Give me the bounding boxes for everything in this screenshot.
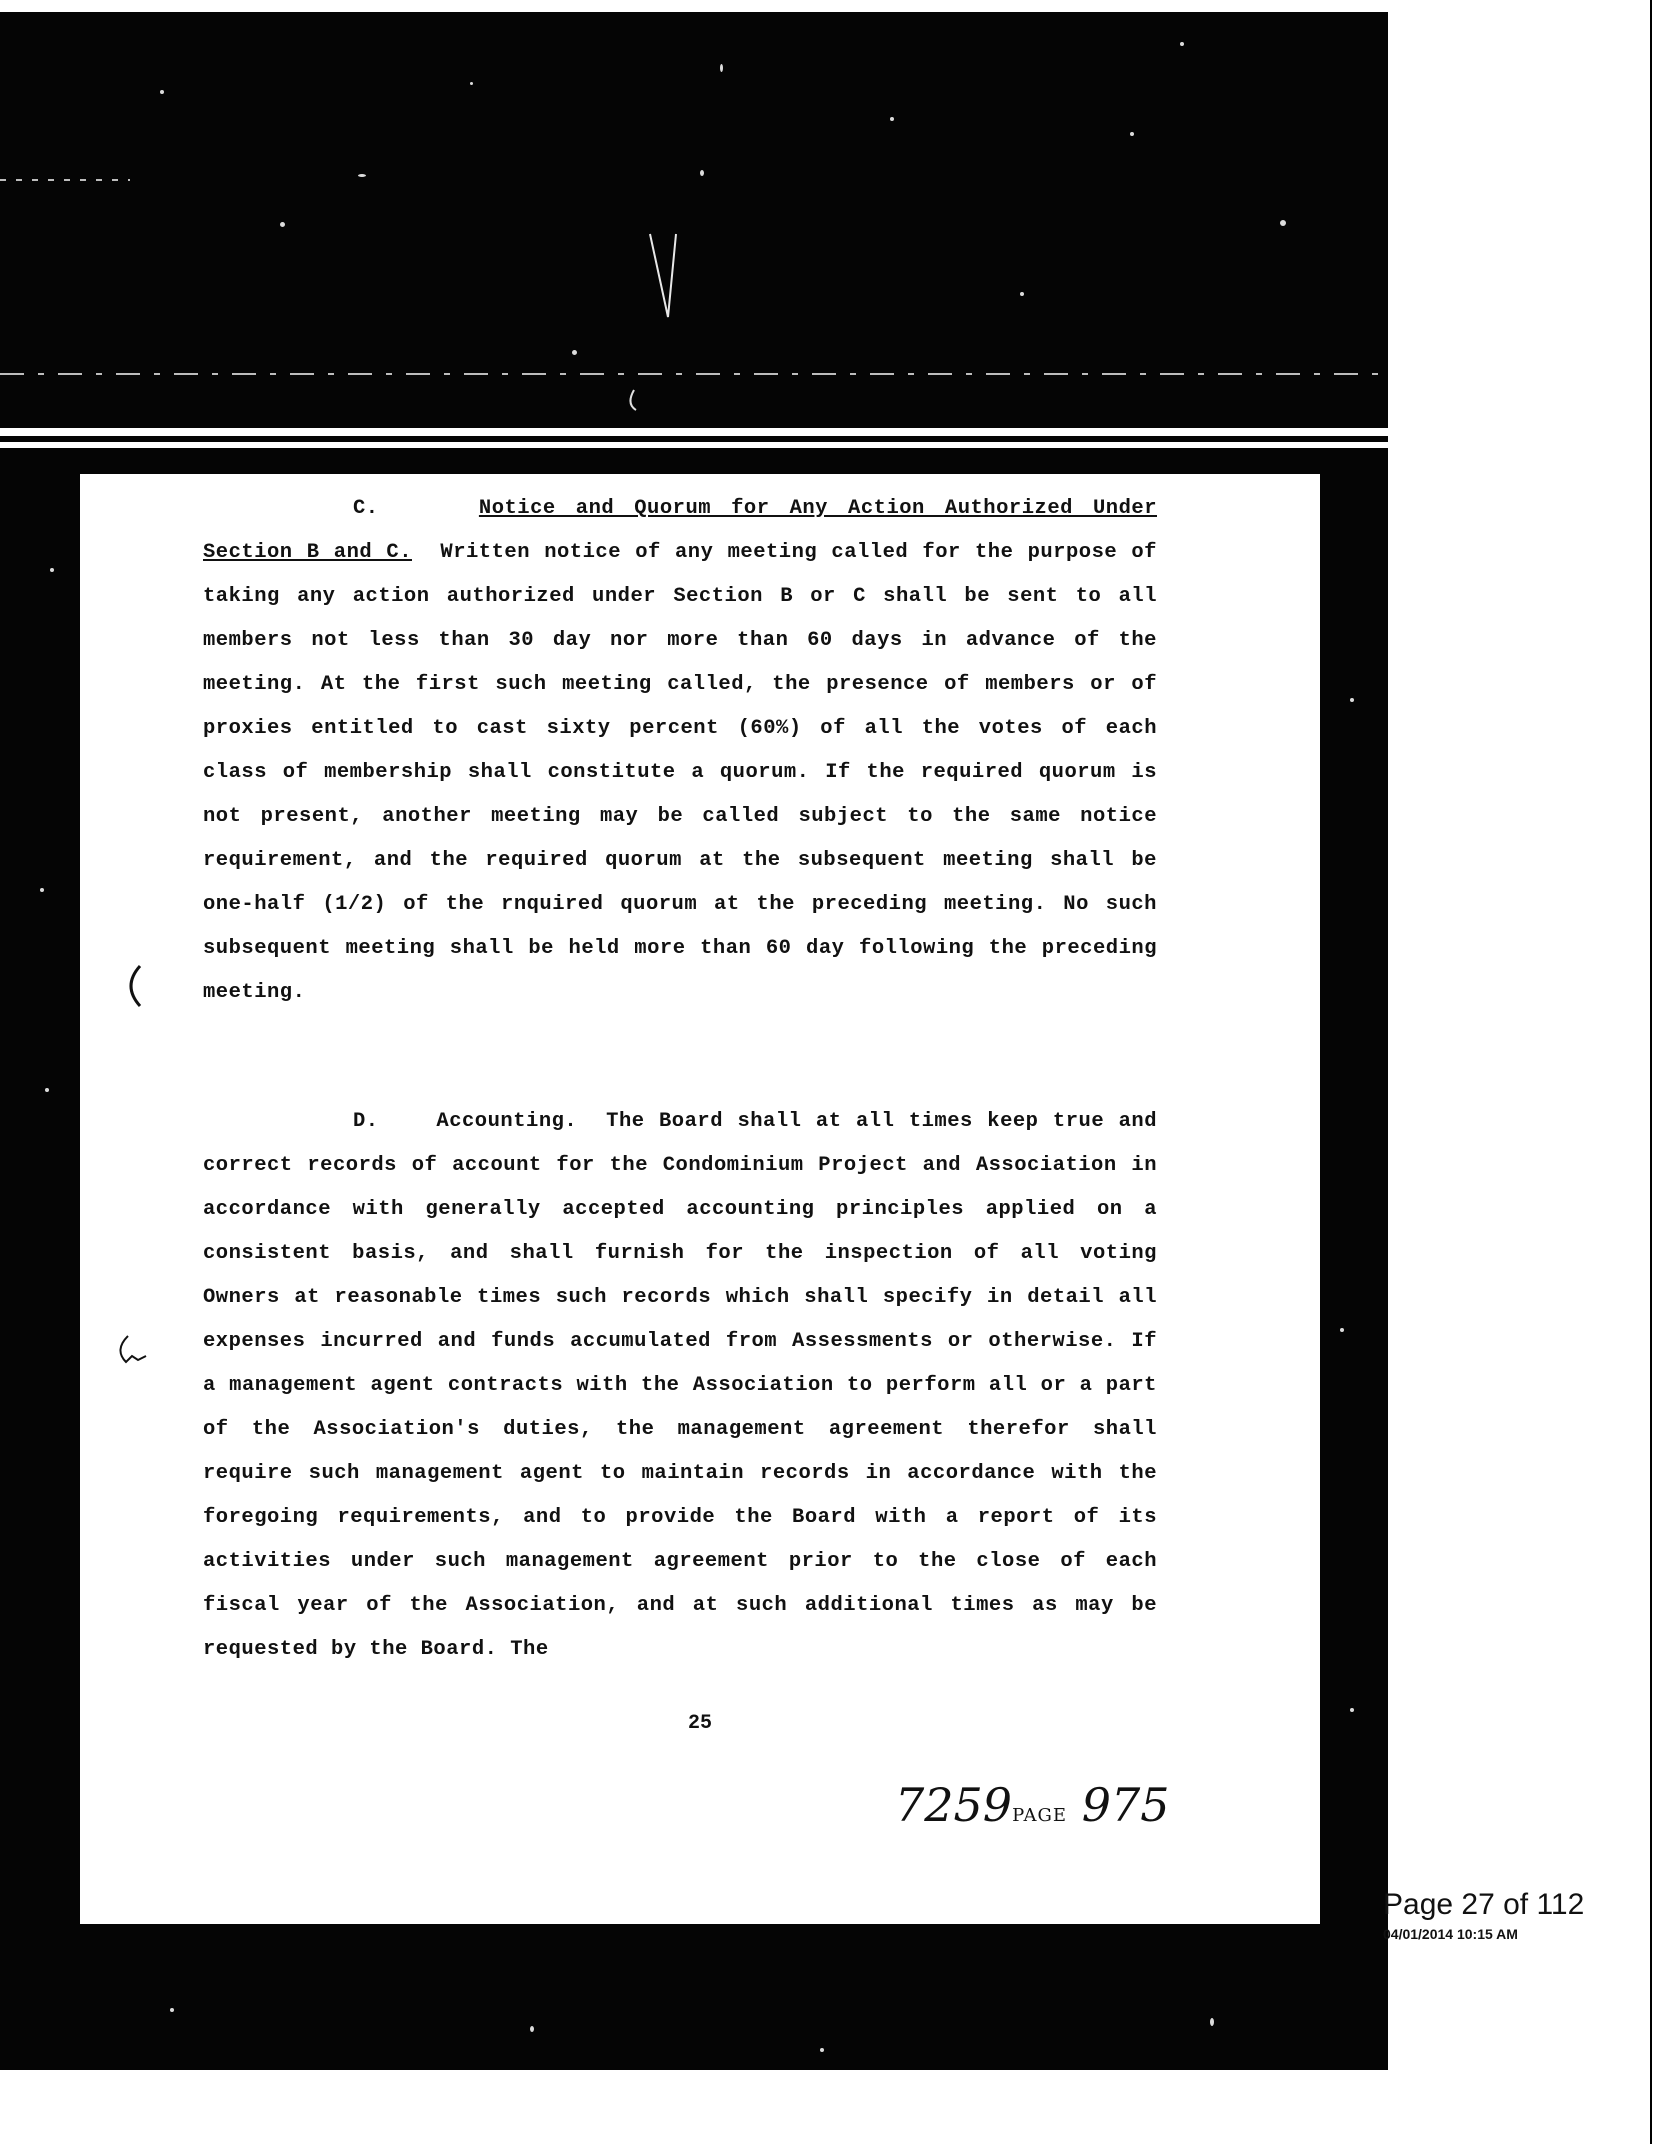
scan-artifact-marks xyxy=(0,12,1388,428)
section-c-heading-cont: Section B and C. xyxy=(203,541,412,564)
stamp-datetime: 04/01/2014 10:15 AM xyxy=(1383,1926,1518,1942)
book-page-label: PAGE xyxy=(1012,1805,1068,1826)
section-d xyxy=(203,1100,1157,1672)
scan-dark-header xyxy=(0,12,1388,428)
section-d-text: The Board shall at all times keep true and correct records of account for the Condominium Project and Association in accordance with generally accepted accounting principles applied on a consistent basis, and shall furnish for the inspection of all voting Owners at reasonable times such records which shall specify in detail all expenses incurred and funds accumulated from Assessments or otherwise. If a management agent contracts with the Association to perform all or a part of the Association's duties, the management agreement therefor shall require such management agent to maintain records in accordance with the foregoing requirements, and to provide the Board with a report of its activities under such management agreement prior to the close of each fiscal year of the Association, and at such additional times as may be requested by the Board. The xyxy=(203,1110,1157,1661)
book-page-stamp xyxy=(895,1778,1170,1832)
section-c-text: Written notice of any meeting called for the purpose of taking any action authorized under Section B or C shall be sent to all members not less than 30 day nor more than 60 days in advance of the meeting. At the first such meeting called, the presence of members or of proxies entitled to cast sixty percent (60%) of all the votes of each class of membership shall constitute a quorum. If the required quorum is not present, another meeting may be called subject to the same notice requirement, and the required quorum at the subsequent meeting shall be one-half (1/2) of the rnquired quorum at the preceding meeting. No such subsequent meeting shall be held more than 60 day following the preceding meeting. xyxy=(203,541,1157,1004)
section-c-heading: Notice and Quorum for Any Action Authorized Under xyxy=(478,497,1157,520)
page-number: 25 xyxy=(687,1712,712,1735)
section-d-label: D. xyxy=(353,1110,379,1133)
book-number: 7259 xyxy=(895,1778,1013,1832)
section-c-paragraph xyxy=(203,487,1157,1015)
section-c xyxy=(203,487,1157,1015)
page-count-stamp: Page 27 of 112 xyxy=(1383,1888,1585,1921)
scan-edge-rule xyxy=(1650,0,1652,2144)
section-d-heading: Accounting. xyxy=(436,1110,578,1133)
margin-initial-mark xyxy=(112,1332,152,1372)
scan-rule xyxy=(0,436,1388,442)
margin-bracket-mark xyxy=(118,962,148,1012)
book-page-number: 975 xyxy=(1081,1778,1170,1832)
section-d-paragraph xyxy=(203,1100,1157,1672)
section-c-label: C. xyxy=(353,497,379,520)
